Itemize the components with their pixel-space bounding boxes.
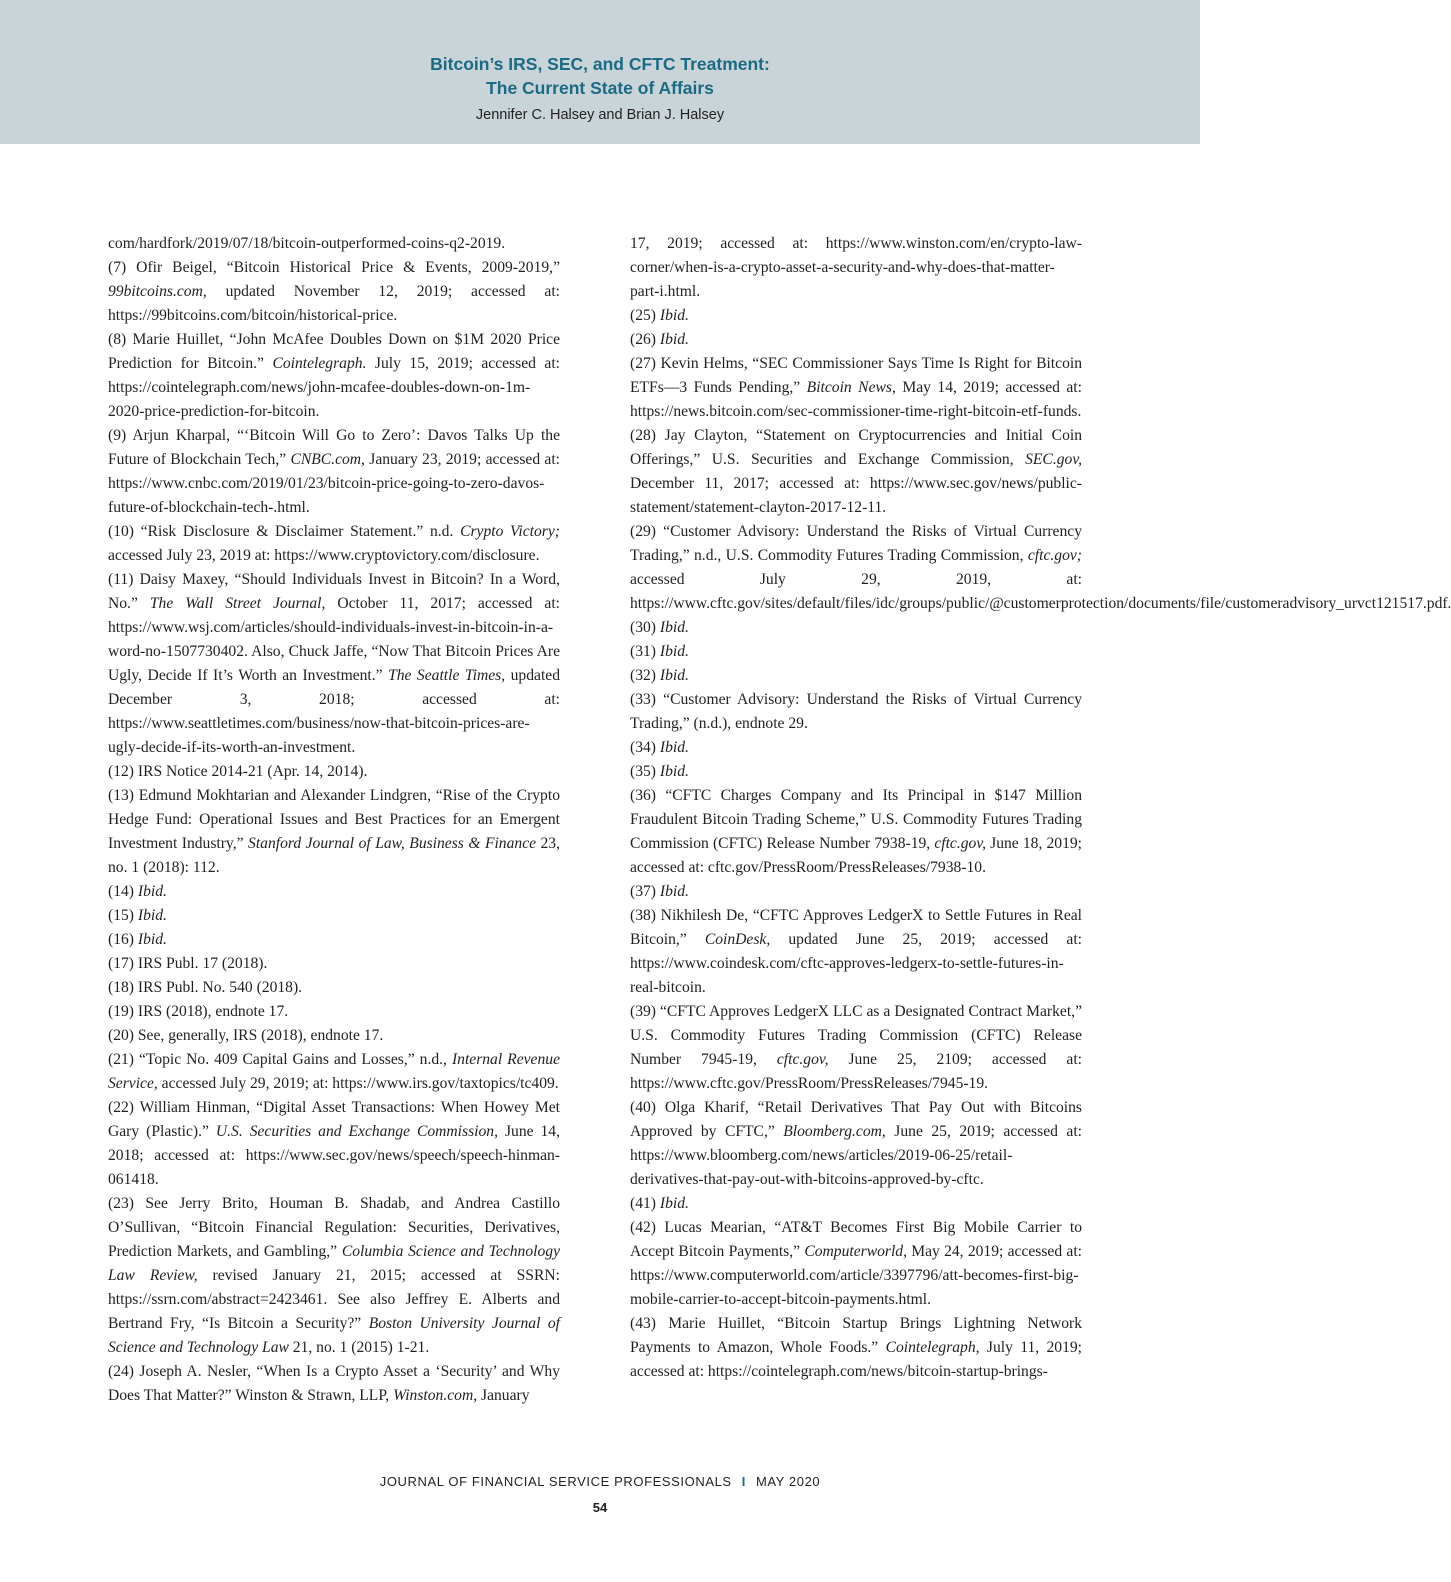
endnote	[108, 520, 560, 568]
endnote-text: (27) Kevin Helms, “SEC Commissioner Says Time Is Right for Bitcoin ETFs—3 Funds Pending,”	[630, 355, 1082, 396]
endnote	[108, 952, 560, 976]
endnote-source-title: Columbia Science and Technology Law Review,	[108, 1243, 560, 1284]
endnote-text: revised January 21, 2015; accessed at SSRN: https://ssrn.com/abstract=2423461. See also Jeffrey E. Alberts and Bertrand Fry, “Is Bitcoin a Security?”	[108, 1267, 560, 1332]
endnote-text: (41)	[630, 1195, 660, 1212]
endnote-text: (32)	[630, 667, 660, 684]
endnote-text: October 11, 2017; accessed at: https://www.wsj.com/articles/should-individuals-invest-in-bitcoin-in-a-word-no-1507730402. Also, Chuck Jaffe, “Now That Bitcoin Prices Are Ugly, Decide If It’s Worth an Investment.”	[108, 595, 560, 684]
endnote-source-title: Internal Revenue Service,	[108, 1051, 560, 1092]
endnote-source-title: Ibid.	[659, 307, 689, 324]
endnote	[630, 736, 1082, 760]
endnote-text: July 15, 2019; accessed at: https://cointelegraph.com/news/john-mcafee-doubles-down-on-1m-2020-price-prediction-for-bitcoin.	[108, 355, 560, 420]
endnote-source-title: CoinDesk,	[704, 931, 771, 948]
endnote	[630, 1216, 1082, 1312]
article-title-line2: The Current State of Affairs	[486, 78, 714, 98]
endnote-text: (18) IRS Publ. No. 540 (2018).	[108, 979, 303, 996]
endnote-source-title: Ibid.	[137, 907, 167, 924]
page-footer	[0, 1474, 1200, 1489]
endnote-source-title: U.S. Securities and Exchange Commission,	[215, 1123, 498, 1140]
endnote	[108, 880, 560, 904]
endnote-source-title: Ibid.	[659, 763, 689, 780]
page-number: 54	[592, 1500, 608, 1515]
article-authors: Jennifer C. Halsey and Brian J. Halsey	[475, 107, 725, 123]
endnote-source-title: The Seattle Times,	[388, 667, 506, 684]
endnote-text: (15)	[108, 907, 138, 924]
endnote-text: (37)	[630, 883, 660, 900]
article-title-line1: Bitcoin’s IRS, SEC, and CFTC Treatment:	[430, 54, 770, 74]
endnote-text: (17) IRS Publ. 17 (2018).	[108, 955, 268, 972]
endnote-text: May 14, 2019; accessed at: https://news.bitcoin.com/sec-commissioner-time-right-bitcoin-etf-funds.	[630, 379, 1082, 420]
endnote-text: June 18, 2019; accessed at: cftc.gov/PressRoom/PressReleases/7938-10.	[630, 835, 1082, 876]
endnote-text: (7) Ofir Beigel, “Bitcoin Historical Price & Events, 2009-2019,”	[108, 259, 560, 276]
endnote-text: (42) Lucas Mearian, “AT&T Becomes First Big Mobile Carrier to Accept Bitcoin Payments,”	[630, 1219, 1082, 1260]
endnote	[630, 352, 1082, 424]
endnote-source-title: Stanford Journal of Law, Business & Finance	[248, 835, 537, 852]
endnote-source-title: Ibid.	[659, 739, 689, 756]
endnote	[630, 424, 1082, 520]
endnote	[630, 688, 1082, 736]
endnote-source-title: Ibid.	[659, 331, 689, 348]
endnote-text: (9) Arjun Kharpal, “‘Bitcoin Will Go to Zero’: Davos Talks Up the Future of Blockchain Tech,”	[108, 427, 560, 468]
endnote-text: (25)	[630, 307, 660, 324]
endnote-text: (29) “Customer Advisory: Understand the Risks of Virtual Currency Trading,” n.d., U.S. Commodity Futures Trading Commission,	[630, 523, 1082, 564]
endnote-source-title: Boston University Journal of Science and Technology Law	[108, 1315, 560, 1356]
endnote-text: (14)	[108, 883, 138, 900]
endnote-text: (13) Edmund Mokhtarian and Alexander Lindgren, “Rise of the Crypto Hedge Fund: Operational Issues and Best Practices for an Emergent Investment Industry,”	[108, 787, 560, 852]
endnote-source-title: CNBC.com,	[290, 451, 365, 468]
endnote-text: (40) Olga Kharif, “Retail Derivatives That Pay Out with Bitcoins Approved by CFTC,”	[630, 1099, 1082, 1140]
endnote-text: (22) William Hinman, “Digital Asset Transactions: When Howey Met Gary (Plastic).”	[108, 1099, 560, 1140]
endnote-text: updated December 3, 2018; accessed at: https://www.seattletimes.com/business/now-that-bitcoin-prices-are-ugly-decide-if-its-worth-an-investment.	[108, 667, 561, 756]
endnote-text: December 11, 2017; accessed at: https://www.sec.gov/news/public-statement/statement-clayton-2017-12-11.	[630, 475, 1082, 516]
endnote-source-title: Winston.com,	[393, 1387, 478, 1404]
endnote-text: (43) Marie Huillet, “Bitcoin Startup Brings Lightning Network Payments to Amazon, Whole Foods.”	[630, 1315, 1082, 1356]
endnote-text: July 11, 2019; accessed at: https://cointelegraph.com/news/bitcoin-startup-brings-	[630, 1339, 1082, 1380]
endnote-text: June 25, 2109; accessed at: https://www.cftc.gov/PressRoom/PressReleases/7945-19.	[630, 1051, 1082, 1092]
endnote-text: (34)	[630, 739, 660, 756]
endnote-text: (20) See, generally, IRS (2018), endnote 17.	[108, 1027, 384, 1044]
endnote-text: January 23, 2019; accessed at: https://www.cnbc.com/2019/01/23/bitcoin-price-going-to-zero-davos-future-of-blockchain-tech-.html.	[108, 451, 560, 516]
endnote-source-title: Computerworld,	[804, 1243, 907, 1260]
endnote-text: (28) Jay Clayton, “Statement on Cryptocurrencies and Initial Coin Offerings,” U.S. Securities and Exchange Commission,	[630, 427, 1082, 468]
endnote-text: January	[477, 1387, 530, 1404]
endnote-source-title: cftc.gov,	[934, 835, 987, 852]
endnote	[108, 1024, 560, 1048]
endnote	[108, 1048, 560, 1096]
endnote	[108, 1096, 560, 1192]
endnote-source-title: Bloomberg.com,	[783, 1123, 886, 1140]
endnote-source-title: Ibid.	[659, 883, 689, 900]
endnote-source-title: Ibid.	[659, 667, 689, 684]
endnote-source-title: cftc.gov;	[1027, 547, 1082, 564]
endnote	[108, 904, 560, 928]
endnote-text: (12) IRS Notice 2014-21 (Apr. 14, 2014).	[108, 763, 368, 780]
endnote-text: (23) See Jerry Brito, Houman B. Shadab, and Andrea Castillo O’Sullivan, “Bitcoin Financial Regulation: Securities, Derivatives, Prediction Markets, and Gambling,”	[108, 1195, 560, 1260]
endnote	[630, 232, 1082, 304]
endnote	[108, 760, 560, 784]
endnote-text: (36) “CFTC Charges Company and Its Principal in $147 Million Fraudulent Bitcoin Trading Scheme,” U.S. Commodity Futures Trading Commission (CFTC) Release Number 7938-19,	[630, 787, 1082, 852]
endnote-text: (38) Nikhilesh De, “CFTC Approves LedgerX to Settle Futures in Real Bitcoin,”	[630, 907, 1082, 948]
endnote-text: updated June 25, 2019; accessed at: https://www.coindesk.com/cftc-approves-ledgerx-to-settle-futures-in-real-bitcoin.	[630, 931, 1082, 996]
endnote-text: (31)	[630, 643, 660, 660]
endnote-text: (21) “Topic No. 409 Capital Gains and Losses,” n.d.,	[108, 1051, 452, 1068]
endnote	[630, 328, 1082, 352]
endnote-text: (19) IRS (2018), endnote 17.	[108, 1003, 289, 1020]
endnote-source-title: Bitcoin News,	[806, 379, 896, 396]
endnote-source-title: Cointelegraph,	[885, 1339, 980, 1356]
endnote	[630, 784, 1082, 880]
endnote-text: (8) Marie Huillet, “John McAfee Doubles Down on $1M 2020 Price Prediction for Bitcoin.”	[108, 331, 560, 372]
endnote-text: 21, no. 1 (2015) 1-21.	[288, 1339, 430, 1356]
endnote	[108, 784, 560, 880]
endnote-text: (10) “Risk Disclosure & Disclaimer Statement.” n.d.	[108, 523, 461, 540]
endnote	[108, 568, 560, 760]
endnote-source-title: Ibid.	[659, 1195, 689, 1212]
endnote-text: accessed July 23, 2019 at: https://www.cryptovictory.com/disclosure.	[108, 547, 540, 564]
endnote-source-title: The Wall Street Journal,	[149, 595, 326, 612]
endnote	[630, 904, 1082, 1000]
endnote-text: accessed July 29, 2019, at: https://www.cftc.gov/sites/default/files/idc/groups/public/@customerprotection/documents/file/customeradvisory_urvct121517.pdf.	[630, 571, 1451, 612]
endnote	[630, 1000, 1082, 1096]
endnote-text: (11) Daisy Maxey, “Should Individuals Invest in Bitcoin? In a Word, No.”	[108, 571, 560, 612]
endnote	[108, 1192, 560, 1360]
endnote	[108, 976, 560, 1000]
endnote	[108, 256, 560, 328]
endnote-source-title: Ibid.	[137, 931, 167, 948]
endnote-source-title: Ibid.	[659, 643, 689, 660]
endnote	[108, 424, 560, 520]
endnote-text: updated November 12, 2019; accessed at: https://99bitcoins.com/bitcoin/historical-price.	[108, 283, 560, 324]
endnote-text: (16)	[108, 931, 138, 948]
endnote	[108, 1360, 560, 1408]
endnote	[630, 1096, 1082, 1192]
endnote	[108, 232, 560, 256]
endnote	[630, 1192, 1082, 1216]
footer-separator: I	[741, 1474, 746, 1489]
endnote	[630, 1312, 1082, 1384]
issue-date: MAY 2020	[755, 1474, 821, 1489]
endnotes-left-column	[108, 232, 560, 1408]
endnote-source-title: Ibid.	[137, 883, 167, 900]
endnote-source-title: Cointelegraph.	[272, 355, 367, 372]
endnote-source-title: Ibid.	[659, 619, 689, 636]
endnote-text: (30)	[630, 619, 660, 636]
endnote	[630, 880, 1082, 904]
endnote	[630, 640, 1082, 664]
endnote-source-title: cftc.gov,	[776, 1051, 829, 1068]
endnote-text: June 25, 2019; accessed at: https://www.bloomberg.com/news/articles/2019-06-25/retail-derivatives-that-pay-out-with-bitcoins-approved-by-cftc.	[630, 1123, 1083, 1188]
endnote-source-title: SEC.gov,	[1025, 451, 1082, 468]
endnote-text: (39) “CFTC Approves LedgerX LLC as a Designated Contract Market,” U.S. Commodity Futures Trading Commission (CFTC) Release Number 7945-19,	[630, 1003, 1082, 1068]
endnote	[630, 664, 1082, 688]
endnote-text: (33) “Customer Advisory: Understand the Risks of Virtual Currency Trading,” (n.d.), endnote 29.	[630, 691, 1082, 732]
endnote	[108, 1000, 560, 1024]
endnote	[108, 928, 560, 952]
endnote-text: June 14, 2018; accessed at: https://www.sec.gov/news/speech/speech-hinman-061418.	[108, 1123, 560, 1188]
endnote-text: (26)	[630, 331, 660, 348]
endnote-text: accessed July 29, 2019; at: https://www.irs.gov/taxtopics/tc409.	[157, 1075, 559, 1092]
endnotes-right-column	[630, 232, 1451, 1384]
endnote-text: May 24, 2019; accessed at: https://www.computerworld.com/article/3397796/att-becomes-first-big-mobile-carrier-to-accept-bitcoin-payments.html.	[630, 1243, 1082, 1308]
endnote-text: (24) Joseph A. Nesler, “When Is a Crypto Asset a ‘Security’ and Why Does That Matter?” Winston & Strawn, LLP,	[108, 1363, 560, 1404]
endnote-source-title: Crypto Victory;	[460, 523, 560, 540]
endnote-text: 23, no. 1 (2018): 112.	[108, 835, 560, 876]
journal-name: JOURNAL OF FINANCIAL SERVICE PROFESSIONALS	[379, 1474, 732, 1489]
endnote	[630, 304, 1082, 328]
endnote	[630, 760, 1082, 784]
endnote	[108, 328, 560, 424]
endnote	[630, 520, 1451, 616]
endnote	[630, 616, 1082, 640]
endnote-source-title: 99bitcoins.com,	[108, 283, 207, 300]
endnote-text: com/hardfork/2019/07/18/bitcoin-outperformed-coins-q2-2019.	[108, 235, 506, 252]
header-band	[0, 0, 1200, 144]
endnote-text: 17, 2019; accessed at: https://www.winston.com/en/crypto-law-corner/when-is-a-crypto-asset-a-security-and-why-does-that-matter-part-i.html.	[630, 235, 1082, 300]
endnote-text: (35)	[630, 763, 660, 780]
